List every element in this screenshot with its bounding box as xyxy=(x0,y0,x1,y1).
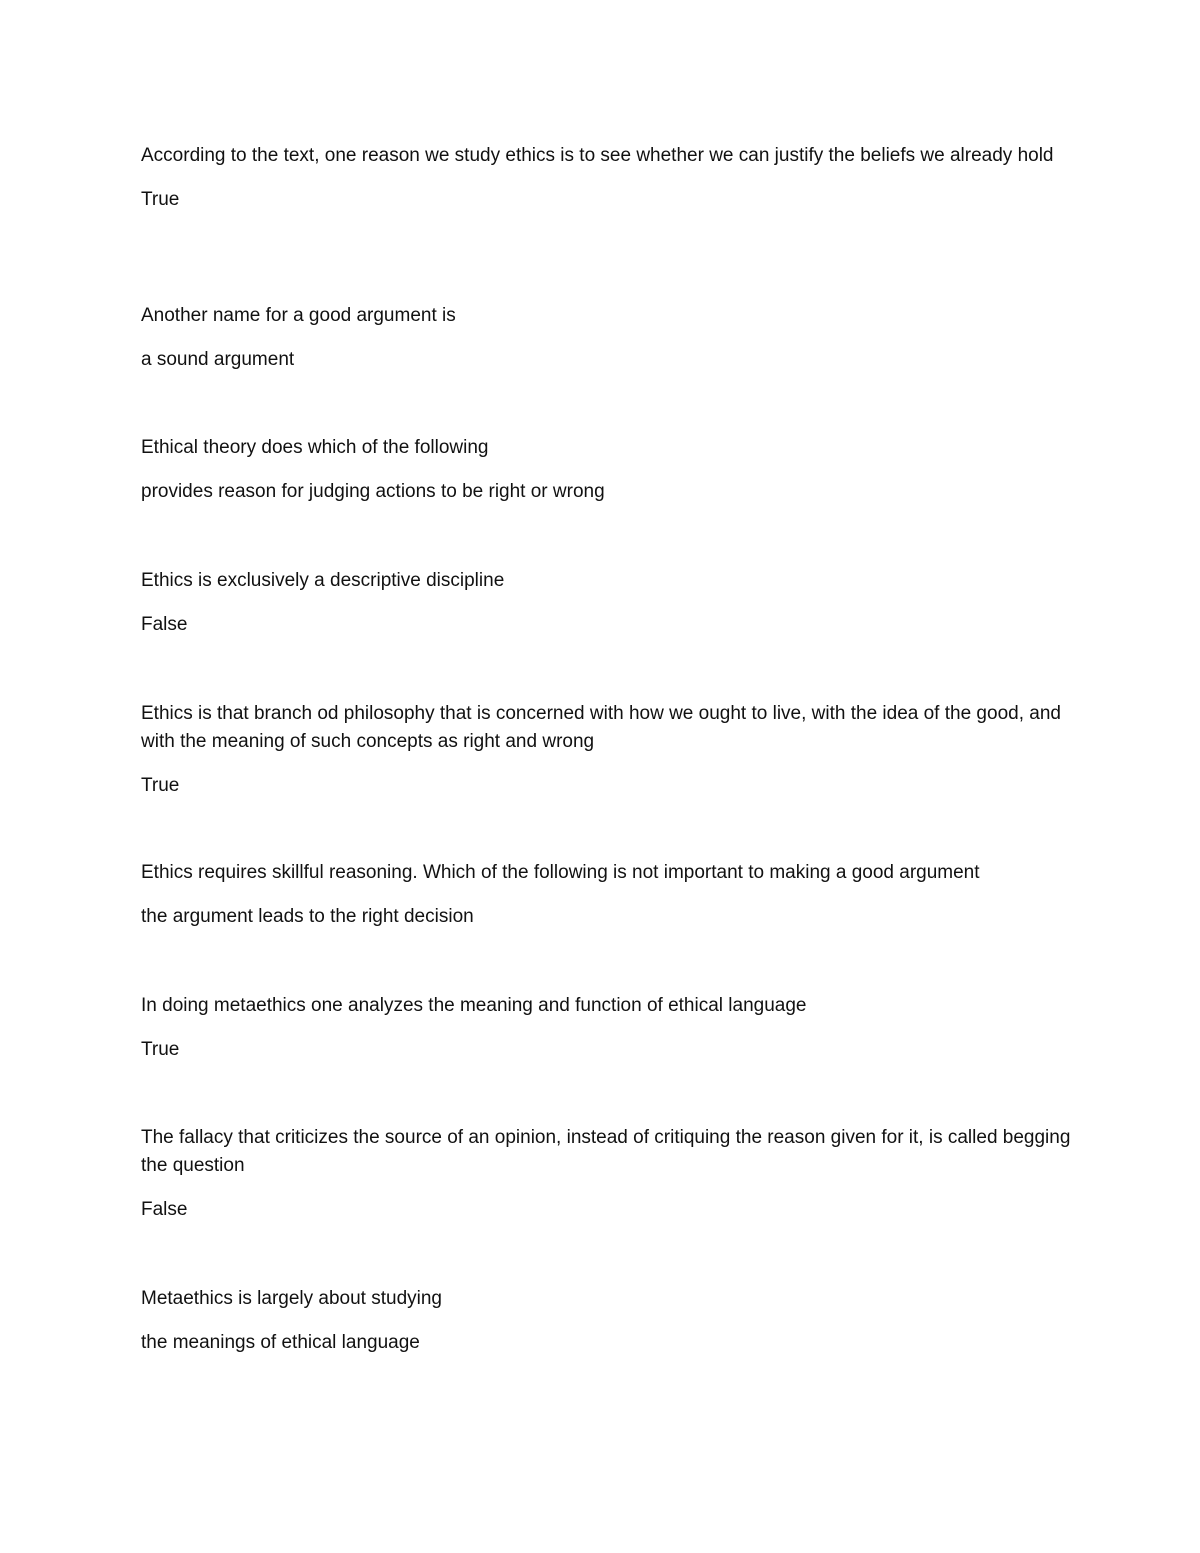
qa-item-5 xyxy=(141,700,1071,800)
question-text: The fallacy that criticizes the source of an opinion, instead of critiquing the reason given for it, is called begging the question xyxy=(141,1127,1071,1176)
qa-item-6 xyxy=(141,859,1071,931)
question-text: In doing metaethics one analyzes the meaning and function of ethical language xyxy=(141,995,807,1016)
question-text: Metaethics is largely about studying xyxy=(141,1288,442,1309)
answer-text: False xyxy=(141,1199,188,1220)
question-text: Ethics is exclusively a descriptive discipline xyxy=(141,570,505,591)
qa-item-3 xyxy=(141,434,1071,506)
question-text: Ethical theory does which of the following xyxy=(141,437,489,458)
question-text: Another name for a good argument is xyxy=(141,305,456,326)
qa-item-4 xyxy=(141,567,1071,639)
answer-text: True xyxy=(141,775,180,796)
qa-item-1 xyxy=(141,142,1071,214)
answer-text: True xyxy=(141,189,180,210)
qa-item-2 xyxy=(141,302,1071,374)
answer-text: a sound argument xyxy=(141,349,295,370)
qa-item-8 xyxy=(141,1124,1071,1224)
qa-item-7 xyxy=(141,992,1071,1064)
answer-text: True xyxy=(141,1039,180,1060)
answer-text: the meanings of ethical language xyxy=(141,1332,420,1353)
question-text: Ethics is that branch od philosophy that is concerned with how we ought to live, with the idea of the good, and with the meaning of such concepts as right and wrong xyxy=(141,703,1061,752)
answer-text: the argument leads to the right decision xyxy=(141,906,474,927)
question-text: According to the text, one reason we study ethics is to see whether we can justify the beliefs we already hold xyxy=(141,145,1054,166)
answer-text: False xyxy=(141,614,188,635)
question-text: Ethics requires skillful reasoning. Which of the following is not important to making a good argument xyxy=(141,862,980,883)
qa-item-9 xyxy=(141,1285,1071,1357)
answer-text: provides reason for judging actions to be right or wrong xyxy=(141,481,605,502)
